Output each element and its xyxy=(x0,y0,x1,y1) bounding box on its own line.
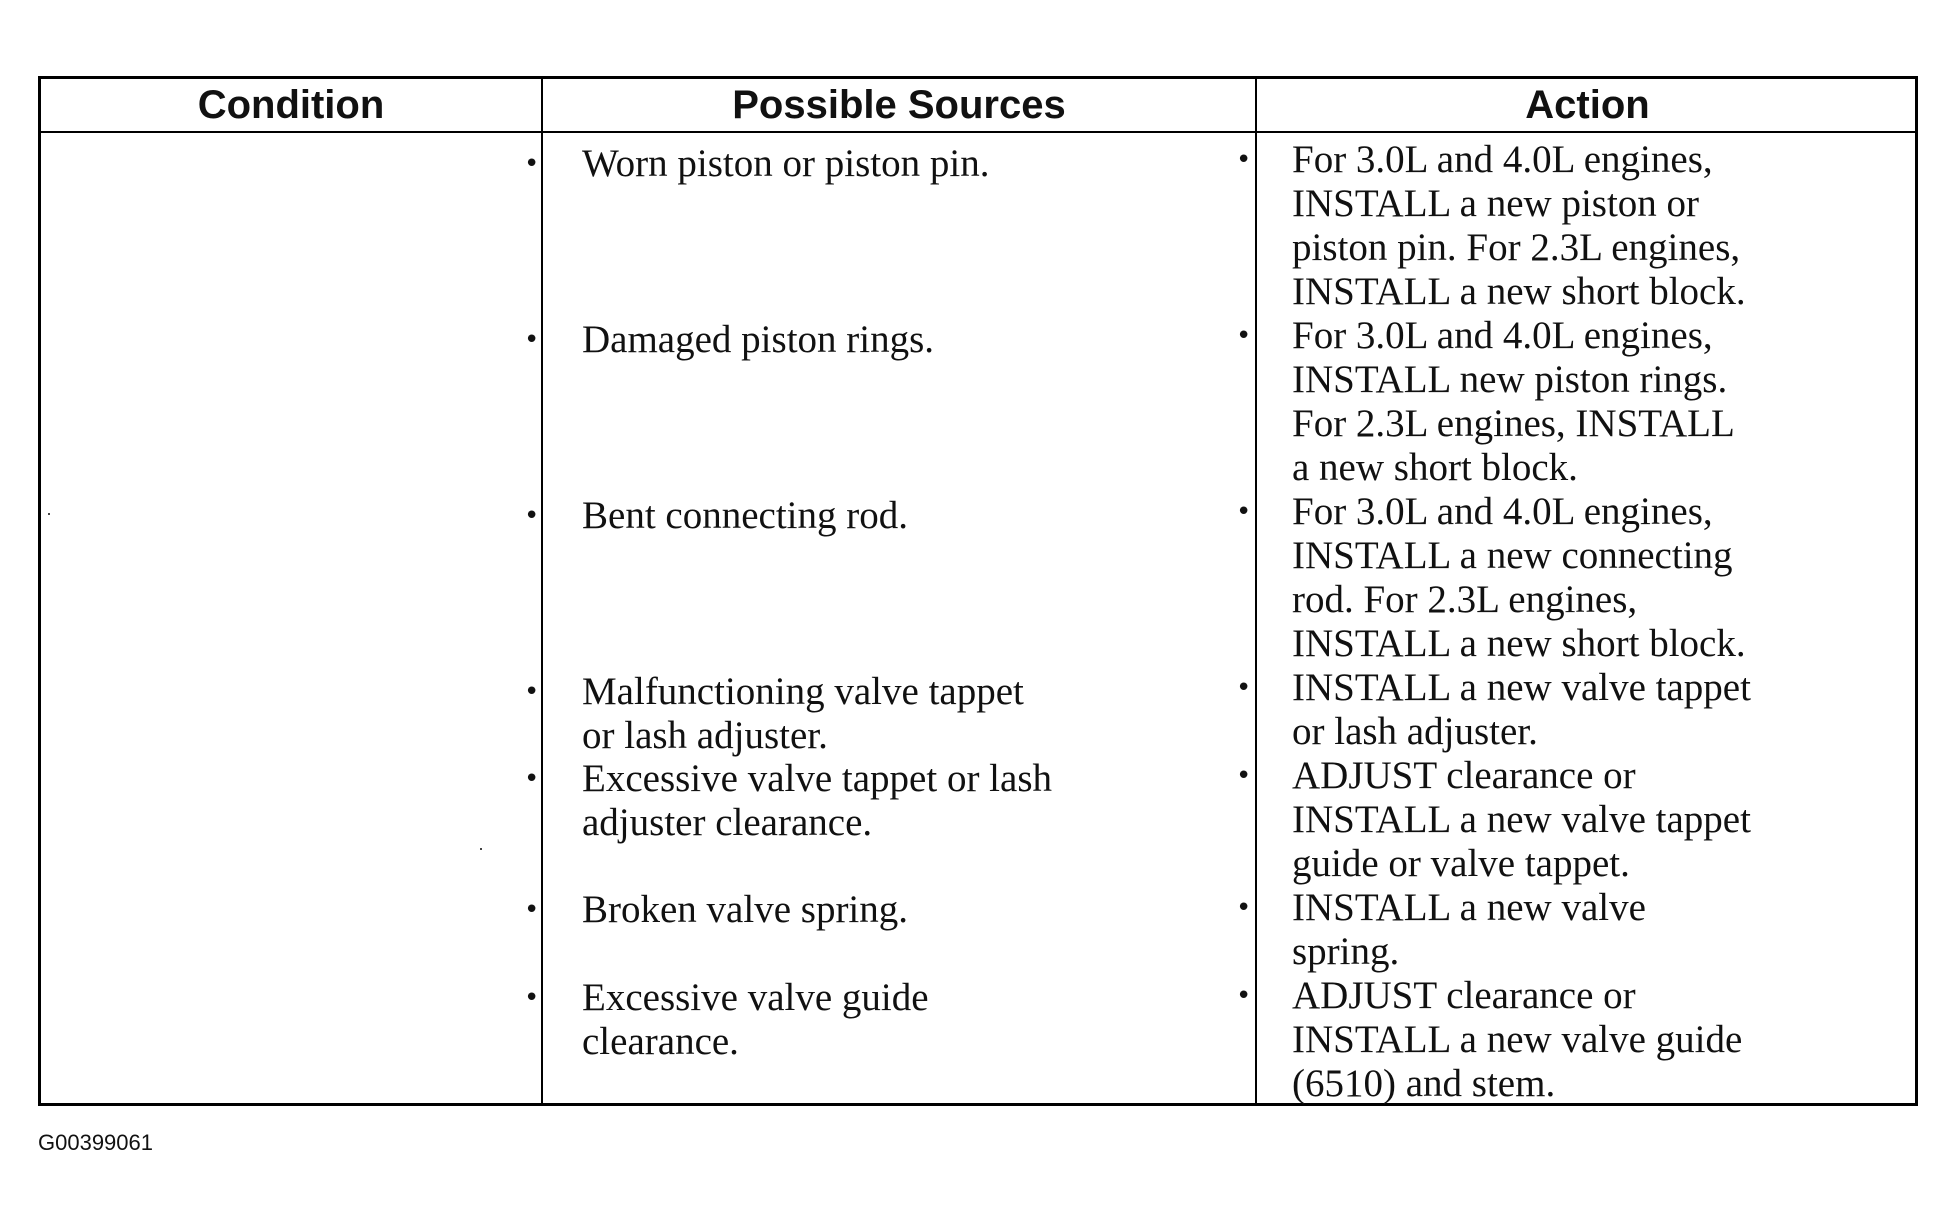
source-item: Excessive valve guide clearance. xyxy=(582,976,929,1063)
bullet-icon: • xyxy=(1236,761,1252,791)
bullet-icon: • xyxy=(1236,497,1252,527)
header-possible-sources: Possible Sources xyxy=(732,82,1066,127)
column-divider xyxy=(1255,79,1257,1103)
action-item: For 3.0L and 4.0L engines, INSTALL new piston rings. For 2.3L engines, INSTALL a new short block. xyxy=(1292,314,1735,489)
source-item: Worn piston or piston pin. xyxy=(582,142,990,185)
header-action: Action xyxy=(1525,82,1650,127)
source-item: Bent connecting rod. xyxy=(582,494,908,537)
source-item: Broken valve spring. xyxy=(582,888,909,931)
scan-speck xyxy=(480,848,482,850)
bullet-icon: • xyxy=(524,983,540,1013)
bullet-icon: • xyxy=(1236,321,1252,351)
bullet-icon: • xyxy=(1236,893,1252,923)
source-item: Malfunctioning valve tappet or lash adjuster. xyxy=(582,670,1024,757)
bullet-icon: • xyxy=(1236,145,1252,175)
bullet-icon: • xyxy=(524,764,540,794)
action-item: ADJUST clearance or INSTALL a new valve guide (6510) and stem. xyxy=(1292,974,1743,1105)
bullet-icon: • xyxy=(1236,981,1252,1011)
header-condition: Condition xyxy=(197,82,385,127)
bullet-icon: • xyxy=(524,895,540,925)
column-divider xyxy=(541,79,543,1103)
action-item: INSTALL a new valve spring. xyxy=(1292,886,1646,973)
bullet-icon: • xyxy=(524,149,540,179)
source-item: Excessive valve tappet or lash adjuster clearance. xyxy=(582,757,1052,844)
bullet-icon: • xyxy=(524,501,540,531)
scan-speck xyxy=(48,513,50,515)
bullet-icon: • xyxy=(524,325,540,355)
source-item: Damaged piston rings. xyxy=(582,318,935,361)
action-item: INSTALL a new valve tappet or lash adjuster. xyxy=(1292,666,1751,753)
action-item: For 3.0L and 4.0L engines, INSTALL a new connecting rod. For 2.3L engines, INSTALL a new short block. xyxy=(1292,490,1746,665)
bullet-icon: • xyxy=(1236,673,1252,703)
bullet-icon: • xyxy=(524,677,540,707)
header-divider xyxy=(41,131,1915,133)
figure-code: G00399061 xyxy=(38,1130,153,1155)
action-item: ADJUST clearance or INSTALL a new valve tappet guide or valve tappet. xyxy=(1292,754,1751,885)
action-item: For 3.0L and 4.0L engines, INSTALL a new piston or piston pin. For 2.3L engines, INSTALL a new short block. xyxy=(1292,138,1746,313)
